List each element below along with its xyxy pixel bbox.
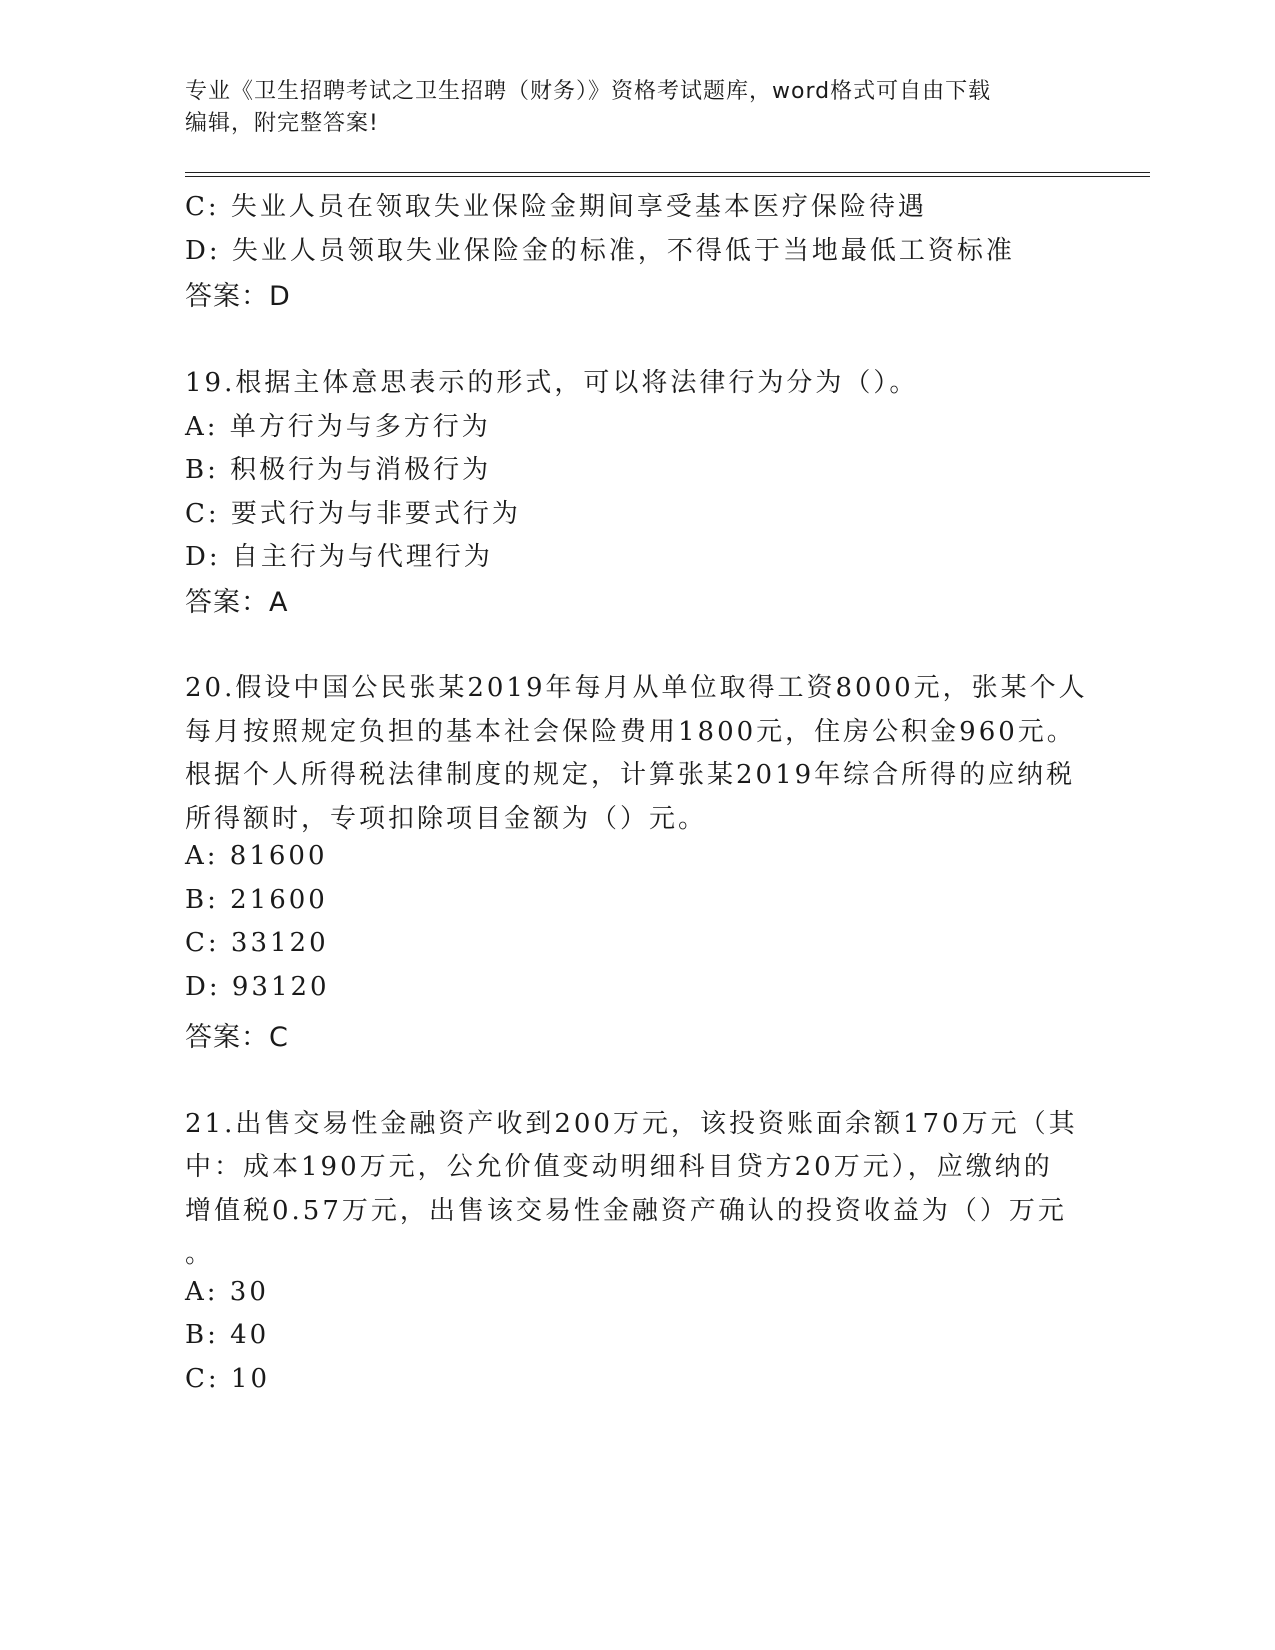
- q18-option-d: D: 失业人员领取失业保险金的标准，不得低于当地最低工资标准: [185, 236, 1015, 266]
- q18-option-c: C: 失业人员在领取失业保险金期间享受基本医疗保险待遇: [185, 192, 927, 222]
- document-header-line-1: 专业《卫生招聘考试之卫生招聘（财务）》资格考试题库，word格式可自由下载: [185, 79, 992, 104]
- q20-stem-line-1: 20.假设中国公民张某2019年每月从单位取得工资8000元，张某个人: [185, 673, 1088, 703]
- q21-option-c: C: 10: [185, 1364, 271, 1394]
- q20-stem-line-4: 所得额时，专项扣除项目金额为（）元。: [185, 804, 708, 834]
- q20-option-c: C: 33120: [185, 928, 329, 958]
- q21-stem-line-2: 中：成本190万元，公允价值变动明细科目贷方20万元），应缴纳的: [185, 1152, 1053, 1182]
- q19-option-d: D: 自主行为与代理行为: [185, 542, 493, 572]
- q18-answer: 答案：D: [185, 281, 291, 312]
- q19-answer: 答案：A: [185, 587, 289, 618]
- q21-stem-line-3: 增值税0.57万元，出售该交易性金融资产确认的投资收益为（）万元: [185, 1196, 1067, 1226]
- q20-option-d: D: 93120: [185, 972, 330, 1002]
- q20-stem-line-3: 根据个人所得税法律制度的规定，计算张某2019年综合所得的应纳税: [185, 760, 1076, 790]
- q20-stem-line-2: 每月按照规定负担的基本社会保险费用1800元，住房公积金960元。: [185, 717, 1076, 747]
- document-header-line-2: 编辑，附完整答案!: [185, 111, 379, 136]
- q20-option-a: A: 81600: [185, 841, 328, 871]
- header-divider-top: [185, 172, 1150, 173]
- q20-option-b: B: 21600: [185, 885, 328, 915]
- q19-option-a: A: 单方行为与多方行为: [185, 412, 491, 442]
- q19-option-b: B: 积极行为与消极行为: [185, 455, 492, 485]
- q21-stem-line-1: 21.出售交易性金融资产收到200万元，该投资账面余额170万元（其: [185, 1109, 1078, 1139]
- q20-answer: 答案：C: [185, 1022, 289, 1053]
- q21-option-b: B: 40: [185, 1320, 270, 1350]
- q21-stem-line-4: 。: [185, 1239, 215, 1269]
- q19-option-c: C: 要式行为与非要式行为: [185, 499, 521, 529]
- q21-option-a: A: 30: [185, 1277, 269, 1307]
- header-divider-bottom: [185, 176, 1150, 177]
- q19-stem: 19.根据主体意思表示的形式，可以将法律行为分为（）。: [185, 368, 919, 398]
